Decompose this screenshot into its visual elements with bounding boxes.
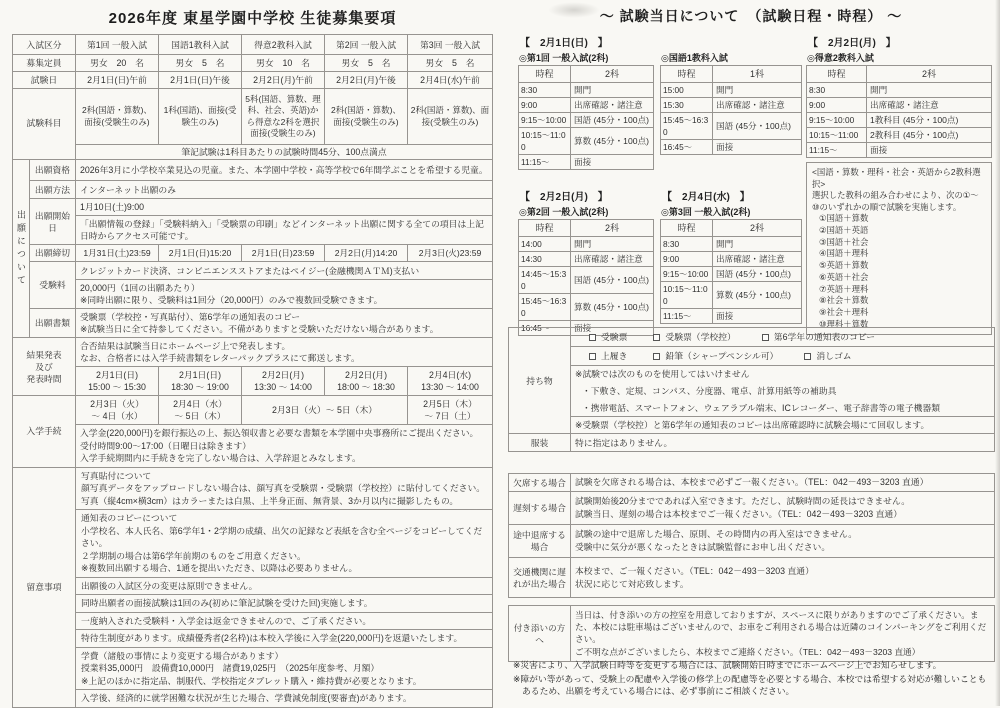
subjects-cell: 2科(国語・算数)、面接(受験生のみ)	[325, 89, 408, 145]
case-row-absence: 欠席する場合 試験を欠席される場合は、本校まで必ずご一報ください。（TEL：042－493－3203 直通）	[509, 474, 995, 492]
eligibility-row	[13, 160, 493, 181]
results-times-row	[13, 367, 493, 396]
combination-item: ①国語＋算数	[819, 213, 869, 224]
footnote: ※災害により、入学試験日時等を変更する場合には、試験開始日時までにホームページ上でお知らせします。	[513, 660, 942, 670]
start-date-value: 1月10日(土)9:00	[76, 199, 493, 216]
page-right-exam-day	[505, 0, 997, 696]
deadline-label: 出願締切	[30, 245, 76, 262]
documents-cell	[76, 309, 493, 338]
results-date: 2月4日(水)	[428, 370, 472, 380]
remark-row: 同時出願者の面接試験は1回のみ(初めに筆記試験を受けた回)実施します。	[13, 595, 493, 613]
schedule-header-row: 時程 2科	[661, 220, 802, 237]
checkbox-icon	[589, 353, 596, 360]
results-date: 2月1日(日)	[178, 370, 222, 380]
combination-item: ②国語＋英語	[819, 225, 869, 236]
schedule-table	[518, 219, 654, 336]
corner-label: 入試区分	[13, 35, 76, 55]
deadline-cell: 2月2日(月)14:20	[325, 245, 408, 262]
belongings-checkbox-row	[509, 347, 995, 366]
remark-row: 出願後の入試区分の変更は原則できません。	[13, 577, 493, 595]
results-note-cell	[76, 338, 493, 367]
written-test-note: 筆記試験は1科目あたりの試験時間45分、100点満点	[76, 145, 493, 160]
exam-date-cell: 2月2日(月)午前	[242, 72, 325, 89]
remark-row: 入学後、経済的に就学困難な状況が生じた場合、学費減免制度(要審査)があります。	[13, 690, 493, 708]
enrollment-date-cell: 2月5日（木） ～ 7日（土）	[408, 396, 493, 425]
capacity-cell: 男女 5 名	[325, 55, 408, 72]
remarks-label: 留意事項	[13, 467, 76, 707]
page-title: 2026年度 東星学園中学校 生徒募集要項	[108, 10, 397, 27]
schedule-row: 8:30 開門	[661, 237, 802, 252]
results-time: 13:30 ～ 14:00	[421, 382, 479, 392]
enrollment-date-cell: 2月4日（水） ～ 5日（木）	[159, 396, 242, 425]
page-title: ～ 試験当日について （試験日程・時程） ～	[599, 8, 903, 24]
exam-date-cell: 2月1日(日)午前	[76, 72, 159, 89]
enrollment-text-row	[13, 425, 493, 468]
attendant-label: 付き添いの方へ	[509, 606, 571, 662]
combination-note-text: 選択した教科の組み合わせにより、次の①～⑩のいずれかの順で試験を実施します。	[812, 190, 979, 212]
exam-type-cell: 国語1教科入試	[159, 35, 242, 55]
schedule-row: 11:15～ 面接	[519, 155, 654, 170]
schedule-first-general	[518, 34, 654, 170]
schedule-row: 11:15～ 面接	[807, 143, 992, 158]
page-left-recruitment-guidelines	[12, 0, 493, 708]
documents-list: 受験票（学校控・写真貼付）、第6学年の通知表のコピー	[80, 312, 301, 322]
fee-label: 受験料	[30, 262, 76, 309]
prohibited-head: ※試験では次のものを使用してはいけません	[575, 369, 750, 379]
combination-item: ⑤英語＋算数	[819, 260, 869, 271]
cases-table	[508, 473, 995, 598]
case-row-leaving: 途中退席する場合 試験の途中で退席した場合、原則、その時間内の再入室はできません。 受験中に気分が悪くなったときは試験監督にお申し出ください。	[509, 525, 995, 558]
dress-row	[509, 434, 995, 452]
schedule-row: 9:00 出席確認・諸注意	[519, 98, 654, 113]
eligibility-text: 2026年3月に小学校卒業見込の児童。また、本学園中学校・高等学校で6年間学ぶことを希望する児童。	[76, 160, 493, 181]
capacity-label: 募集定員	[13, 55, 76, 72]
prohibited-item: ・下敷き、定規、コンパス、分度器、電卓、計算用紙等の補助具	[582, 386, 837, 396]
collect-note-row	[509, 417, 995, 434]
deadline-row	[13, 245, 493, 262]
results-date: 2月2日(月)	[261, 370, 305, 380]
results-time: 15:00 ～ 15:30	[88, 382, 146, 392]
fee-payment-text: クレジットカード決済、コンビニエンスストアまたはペイジー(金融機関ＡＴＭ)支払い	[76, 262, 493, 280]
results-label	[13, 338, 76, 396]
subjects-label: 試験科目	[13, 89, 76, 160]
subjects-cell: 1科(国語)、面接(受験生のみ)	[159, 89, 242, 145]
date-header: 【 2月4日(水) 】	[662, 192, 750, 203]
results-label-lines: 結果発表 及び 発表時間	[26, 349, 62, 384]
dress-text: 特に指定はありません。	[571, 434, 995, 452]
schedule-row: 15:30 出席確認・諸注意	[661, 98, 802, 113]
application-table	[12, 159, 493, 338]
start-date-note: 「出願情報の登録」「受験料納入」「受験票の印刷」などインターネット出願に関する全ての項目は上記日時からアクセス可能です。	[76, 216, 493, 245]
checkbox-icon	[653, 353, 660, 360]
schedule-table	[806, 65, 992, 158]
results-time-cell	[242, 367, 325, 396]
exam-name: ◎第3回 一般入試(2科)	[661, 207, 751, 217]
exam-name: ◎第1回 一般入試(2科)	[519, 53, 609, 63]
combination-item: ⑩理科＋算数	[819, 318, 869, 329]
results-note-row	[13, 338, 493, 367]
fee-payment-row	[13, 262, 493, 280]
schedule-row: 9:15～10:00 国語 (45分・100点)	[661, 267, 802, 282]
fee-note: ※同時出願に限り、受験料は1回分（20,000円）のみで複数回受験できます。	[80, 295, 383, 305]
exam-name: ◎国語1教科入試	[661, 53, 728, 63]
written-test-note-row	[13, 145, 493, 160]
exam-type-cell: 第2回 一般入試	[325, 35, 408, 55]
enrollment-text-cell: 入学金(220,000円)を銀行振込の上、振込領収書と必要な書類を本学園中央事務所にご提出ください。 受付時間9:00～17:00（日曜日は除きます） 入学手続期間内に手続きを完了しない場合は、入学辞退とみなします。	[76, 425, 493, 468]
schedule-row: 14:00 開門	[519, 237, 654, 252]
results-time-cell	[408, 367, 493, 396]
documents-label: 出願書類	[30, 309, 76, 338]
schedule-row: 10:15～11:00 算数 (45分・100点)	[661, 282, 802, 309]
subject-combination-box	[806, 162, 992, 335]
start-date-row	[13, 199, 493, 216]
date-header	[660, 34, 802, 51]
case-row-late: 遅刻する場合 試験開始後20分までであれば入室できます。ただし、試験時間の延長はできません。 試験当日、遅刻の場合は本校までご一報ください。（TEL：042－493－3203 直通）	[509, 492, 995, 525]
dress-label: 服装	[509, 434, 571, 452]
capacity-row	[13, 55, 493, 72]
belonging-item: 上履き	[589, 350, 627, 362]
results-line2: なお、合格者には入学手続書類をレターパックプラスにて郵送します。	[80, 353, 360, 363]
results-time: 18:00 ～ 18:30	[337, 382, 395, 392]
fee-amount: 20,000円（1回の出願あたり）	[80, 283, 200, 293]
exam-type-cell: 得意2教科入試	[242, 35, 325, 55]
exam-date-cell: 2月4日(水)午前	[408, 72, 493, 89]
schedule-table	[660, 65, 802, 155]
schedule-row: 8:30 開門	[519, 83, 654, 98]
results-date: 2月2日(月)	[344, 370, 388, 380]
case-row-transport-delay: 交通機関に遅れが出た場合 本校まで、ご一報ください。（TEL：042－493－3203 直通） 状況に応じて対応致します。	[509, 558, 995, 598]
combination-item: ⑥英語＋社会	[819, 271, 869, 282]
schedule-row: 14:30 出席確認・諸注意	[519, 252, 654, 267]
date-header: 【 2月2日(月) 】	[520, 192, 608, 203]
schedule-row: 9:00 出席確認・諸注意	[807, 98, 992, 113]
checkbox-icon	[589, 334, 596, 341]
enrollment-label: 入学手続	[13, 396, 76, 468]
deadline-cell: 1月31日(土)23:59	[76, 245, 159, 262]
exam-date-cell: 2月2日(月)午後	[325, 72, 408, 89]
schedule-row: 9:15～10:00 国語 (45分・100点)	[519, 113, 654, 128]
footnote: ※障がい等があって、受験上の配慮や入学後の修学上の配慮等を必要とする場合、本校では希望する対応が難しいこともあるため、出願を考えている場合には、必ず事前にご相談ください。	[513, 673, 987, 696]
schedule-japanese-single	[660, 34, 802, 155]
combination-item: ④国語＋理科	[819, 248, 869, 259]
fee-amount-cell	[76, 280, 493, 309]
schedule-row: 10:15～11:00 2教科目 (45分・100点)	[807, 128, 992, 143]
belonging-item: 受験票（学校控）	[653, 331, 735, 343]
schedule-header-row: 時程 2科	[807, 66, 992, 83]
footnotes	[513, 659, 995, 699]
schedule-header-row: 時程 1科	[661, 66, 802, 83]
documents-note: ※試験当日に全て持参してください。不備がありますと受験いただけない場合があります。	[80, 324, 439, 334]
attendant-row: 付き添いの方へ 当日は、付き添いの方の控室を用意しておりますが、スペースに限りがありますのでご了承ください。また、本校には駐車場はございませんので、お車をご利用される場合は近隣のコインパーキングをご利用ください。 ご不明な点がございましたら、本校までご連絡ください。（TEL：042－493－3203 直通）	[509, 606, 995, 662]
results-time-cell	[325, 367, 408, 396]
capacity-cell: 男女 10 名	[242, 55, 325, 72]
schedule-second-general	[518, 188, 654, 336]
schedule-row: 9:00 出席確認・諸注意	[661, 252, 802, 267]
enrollment-date-cell: 2月3日（火）～ 5日（木）	[242, 396, 408, 425]
enrollment-dates-row	[13, 396, 493, 425]
capacity-cell: 男女 20 名	[76, 55, 159, 72]
schedule-favorite-two-subjects	[806, 34, 992, 335]
belongings-checkbox-row	[509, 328, 995, 347]
combination-note-title: <国語・算数・理科・社会・英語から2教科選択>	[812, 167, 981, 189]
combination-item: ⑧社会＋算数	[819, 295, 869, 306]
deadline-cell: 2月1日(日)15:20	[159, 245, 242, 262]
combination-item: ③国語＋社会	[819, 236, 869, 247]
results-time-cell	[76, 367, 159, 396]
results-time-cell	[159, 367, 242, 396]
results-date: 2月1日(日)	[95, 370, 139, 380]
exam-type-cell: 第3回 一般入試	[408, 35, 493, 55]
results-time: 18:30 ～ 19:00	[171, 382, 229, 392]
subjects-cell: 5科(国語、算数、理科、社会、英語)から得意な2科を選択 面接(受験生のみ)	[242, 89, 325, 145]
checkbox-icon	[804, 353, 811, 360]
schedule-table	[518, 65, 654, 170]
subjects-cell: 2科(国語・算数)、面接(受験生のみ)	[408, 89, 493, 145]
method-text: インターネット出願のみ	[76, 181, 493, 199]
prohibited-items-row	[509, 366, 995, 417]
application-side-label: 出願について	[13, 160, 30, 338]
method-label: 出願方法	[30, 181, 76, 199]
belonging-item: 受験票	[589, 331, 627, 343]
schedule-row: 11:15～ 面接	[661, 309, 802, 324]
attendant-table	[508, 605, 995, 662]
date-header: 【 2月1日(日) 】	[520, 38, 608, 49]
remark-row: 一度納入された受験料・入学金は返金できませんので、ご了承ください。	[13, 612, 493, 630]
remark-row: 通知表のコピーについて 小学校名、本人氏名、第6学年1・2学期の成績、出欠の記録など表紙を含む全ページをコピーしてください。 ２学期制の場合は第6学年前期のものをご用意ください。 ※複数回出願する場合、1通を提出いただき、以降は必要ありません。	[13, 510, 493, 578]
collect-note: ※受験票（学校控）と第6学年の通知表のコピーは出席確認時に試験会場にて回収します。	[571, 417, 995, 434]
schedule-row: 16:45～ 面接	[661, 140, 802, 155]
exam-date-label: 試験日	[13, 72, 76, 89]
exam-date-cell: 2月1日(日)午後	[159, 72, 242, 89]
remarks-table	[12, 467, 493, 708]
belonging-item: 消しゴム	[804, 350, 851, 362]
schedule-row: 16:45～ 面接	[519, 321, 654, 336]
belonging-item: 鉛筆（シャープペンシル可）	[653, 350, 778, 362]
combination-item: ⑦英語＋理科	[819, 283, 869, 294]
schedule-row: 15:45～16:30 算数 (45分・100点)	[519, 294, 654, 321]
date-header: 【 2月2日(月) 】	[808, 38, 896, 49]
subjects-cell: 2科(国語・算数)、面接(受験生のみ)	[76, 89, 159, 145]
belonging-item: 第6学年の通知表のコピー	[762, 331, 875, 343]
schedule-row: 15:45～16:30 国語 (45分・100点)	[661, 113, 802, 140]
fee-amount-row	[13, 280, 493, 309]
schedule-third-general	[660, 188, 802, 324]
scan-edge-shadow	[995, 0, 1000, 706]
schedule-row: 9:15～10:00 1教科目 (45分・100点)	[807, 113, 992, 128]
enrollment-table	[12, 395, 493, 468]
subjects-row	[13, 89, 493, 145]
eligibility-label: 出願資格	[30, 160, 76, 181]
capacity-cell: 男女 5 名	[408, 55, 493, 72]
checkbox-icon	[762, 334, 769, 341]
results-table	[12, 337, 493, 396]
enrollment-date-cell: 2月3日（火） ～ 4日（水）	[76, 396, 159, 425]
schedule-row: 15:00 開門	[661, 83, 802, 98]
results-time: 13:30 ～ 14:00	[254, 382, 312, 392]
combination-list	[812, 213, 986, 330]
exam-type-cell: 第1回 一般入試	[76, 35, 159, 55]
prohibited-list	[575, 385, 990, 414]
exam-date-row	[13, 72, 493, 89]
exam-name: ◎得意2教科入試	[807, 53, 874, 63]
remark-row: 留意事項 写真貼付について 顔写真データをアップロードしない場合は、顔写真を受験票・受験票（学校控）に貼付してください。 写真（縦4cm×横3cm）はカラーまたは白黒、上半身正面、無背景、3か月以内に撮影したもの。	[13, 467, 493, 510]
schedule-row: 14:45～15:30 国語 (45分・100点)	[519, 267, 654, 294]
schedule-row: 8:30 開門	[807, 83, 992, 98]
schedule-table	[660, 219, 802, 324]
schedule-row: 10:15～11:00 算数 (45分・100点)	[519, 128, 654, 155]
start-date-label: 出願開始日	[30, 199, 76, 245]
exam-overview-table	[12, 34, 493, 160]
deadline-cell: 2月3日(火)23:59	[408, 245, 493, 262]
checkbox-icon	[653, 334, 660, 341]
capacity-cell: 男女 5 名	[159, 55, 242, 72]
belongings-label: 持ち物	[509, 328, 571, 434]
prohibited-item: ・携帯電話、スマートフォン、ウェアラブル端末、ICレコーダー、電子辞書等の電子機器類	[582, 403, 941, 413]
method-row	[13, 181, 493, 199]
documents-row	[13, 309, 493, 338]
results-line1: 合否結果は試験当日にホームページ上で発表します。	[80, 341, 291, 351]
exam-name: ◎第2回 一般入試(2科)	[519, 207, 609, 217]
combination-item: ⑨社会＋理科	[819, 307, 869, 317]
schedule-header-row: 時程 2科	[519, 220, 654, 237]
remark-row: 学費（諸般の事情により変更する場合があります） 授業料35,000円 設備費10,000円 諸費19,025円 （2025年度参考、月額） ※上記のほかに指定品、制服代、学校指定タブレット購入・維持費が必要となります。	[13, 647, 493, 690]
belongings-table	[508, 327, 995, 452]
exam-type-row	[13, 35, 493, 55]
schedule-header-row: 時程 2科	[519, 66, 654, 83]
deadline-cell: 2月1日(日)23:59	[242, 245, 325, 262]
start-date-note-row	[13, 216, 493, 245]
remark-row: 特待生制度があります。成績優秀者(2名枠)は本校入学後に入学金(220,000円)を返還いたします。	[13, 630, 493, 648]
